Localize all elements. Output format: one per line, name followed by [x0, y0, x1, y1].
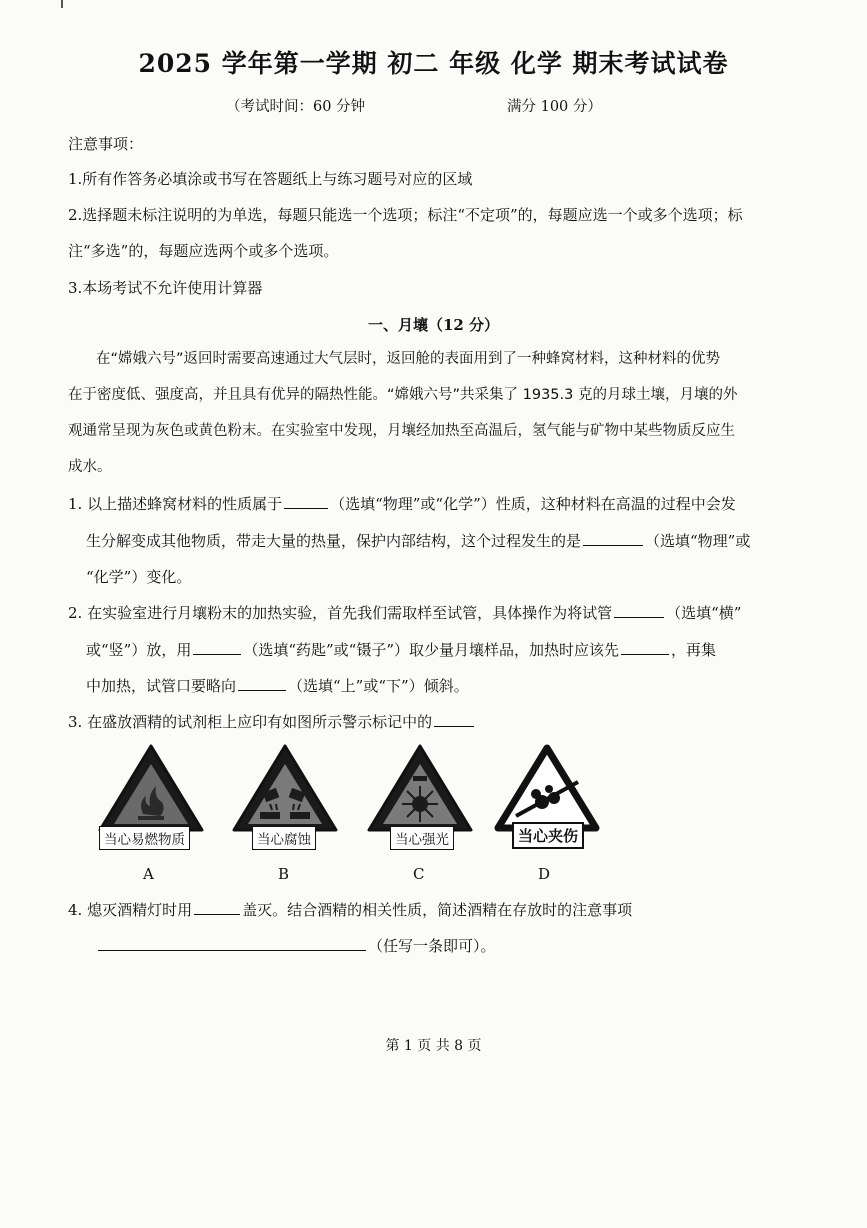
note-1: 1.所有作答务必填涂或书写在答题纸上与练习题号对应的区域: [68, 170, 473, 188]
question-1-line1: [68, 494, 736, 514]
notes-heading: 注意事项：: [68, 135, 144, 153]
passage-line1: 在“嫦娥六号”返回时需要高速通过大气层时，返回舱的表面用到了一种蜂窝材料，这种材料的优势: [96, 351, 721, 367]
note-3: 3.本场考试不允许使用计算器: [68, 279, 263, 297]
question-2-line1: [68, 603, 741, 623]
scan-mark: [61, 0, 63, 8]
q3-text: 3. 在盛放酒精的试剂柜上应印有如图所示警示标记中的: [68, 713, 433, 731]
passage-line3: 观通常呈现为灰色或黄色粉末。在实验室中发现，月壤经加热至高温后，氢气能与矿物中某些物质反应生: [68, 423, 735, 439]
section-heading: 一、月壤（12 分）: [367, 316, 500, 334]
q2-text-b: （选填“横”: [666, 604, 742, 622]
question-3: [68, 712, 476, 732]
q1-text-e: “化学”）变化。: [86, 568, 192, 586]
q2-text-g: （选填“上”或“下”）倾斜。: [288, 677, 469, 695]
q2-text-f: 中加热，试管口要略向: [86, 677, 237, 695]
q4-text-a: 4. 熄灭酒精灯时用: [68, 901, 193, 919]
q2-answer-blank-3[interactable]: [621, 640, 669, 655]
sign-b-letter: B: [278, 865, 290, 883]
exam-time: （考试时间：60 分钟: [226, 99, 366, 115]
q2-text-d: （选填“药匙”或“镊子”）取少量月壤样品，加热时应该先: [243, 641, 620, 659]
q2-text-a: 2. 在实验室进行月壤粉末的加热实验，首先我们需取样至试管，具体操作为将试管: [68, 604, 613, 622]
question-2-line2: [86, 640, 716, 660]
sign-d-label: 当心夹伤: [512, 822, 584, 849]
note-2-line2: 注“多选”的，每题应选两个或多个选项。: [68, 242, 339, 260]
exam-title: 2025 学年第一学期 初二 年级 化学 期末考试试卷: [138, 49, 729, 78]
sign-c-label: 当心强光: [390, 826, 454, 850]
q1-answer-blank-1[interactable]: [284, 494, 328, 509]
q4-answer-blank-2[interactable]: [98, 936, 366, 951]
question-1-line2: [86, 531, 750, 551]
question-4-line1: [68, 900, 632, 920]
q4-text-b: 盖灭。结合酒精的相关性质，简述酒精在存放时的注意事项: [242, 901, 633, 919]
q1-text-c: 生分解变成其他物质，带走大量的热量，保护内部结构，这个过程发生的是: [86, 532, 582, 550]
q2-answer-blank-1[interactable]: [614, 603, 664, 618]
q2-text-e: ，再集: [671, 641, 717, 659]
exam-score: 满分 100 分）: [507, 99, 602, 115]
question-2-line3: [86, 676, 469, 696]
sign-c-letter: C: [413, 865, 425, 883]
q1-text-b: （选填“物理”或“化学”）性质，这种材料在高温的过程中会发: [330, 495, 736, 513]
sign-a-letter: A: [143, 865, 154, 883]
passage-line4: 成水。: [68, 459, 112, 475]
passage-line2: 在于密度低、强度高，并且具有优异的隔热性能。“嫦娥六号”共采集了 1935.3 克的月球土壤，月壤的外: [68, 387, 738, 403]
sign-a-label: 当心易燃物质: [99, 826, 190, 850]
page-number: 第 1 页 共 8 页: [385, 1038, 482, 1054]
q4-text-c: （任写一条即可）。: [368, 937, 496, 955]
q2-answer-blank-2[interactable]: [193, 640, 241, 655]
sign-d-letter: D: [538, 865, 551, 883]
q2-answer-blank-4[interactable]: [238, 676, 286, 691]
note-2-line1: 2.选择题未标注说明的为单选，每题只能选一个选项；标注“不定项”的，每题应选一个或多个选项；标: [68, 206, 743, 224]
q1-answer-blank-2[interactable]: [583, 531, 643, 546]
q2-text-c: 或“竖”）放，用: [86, 641, 192, 659]
q4-answer-blank-1[interactable]: [194, 900, 240, 915]
question-4-line2: [96, 936, 496, 956]
q1-text-a: 1. 以上描述蜂窝材料的性质属于: [68, 495, 283, 513]
q3-answer-blank[interactable]: [434, 712, 474, 727]
q1-text-d: （选填“物理”或: [645, 532, 751, 550]
sign-b-label: 当心腐蚀: [252, 826, 316, 850]
